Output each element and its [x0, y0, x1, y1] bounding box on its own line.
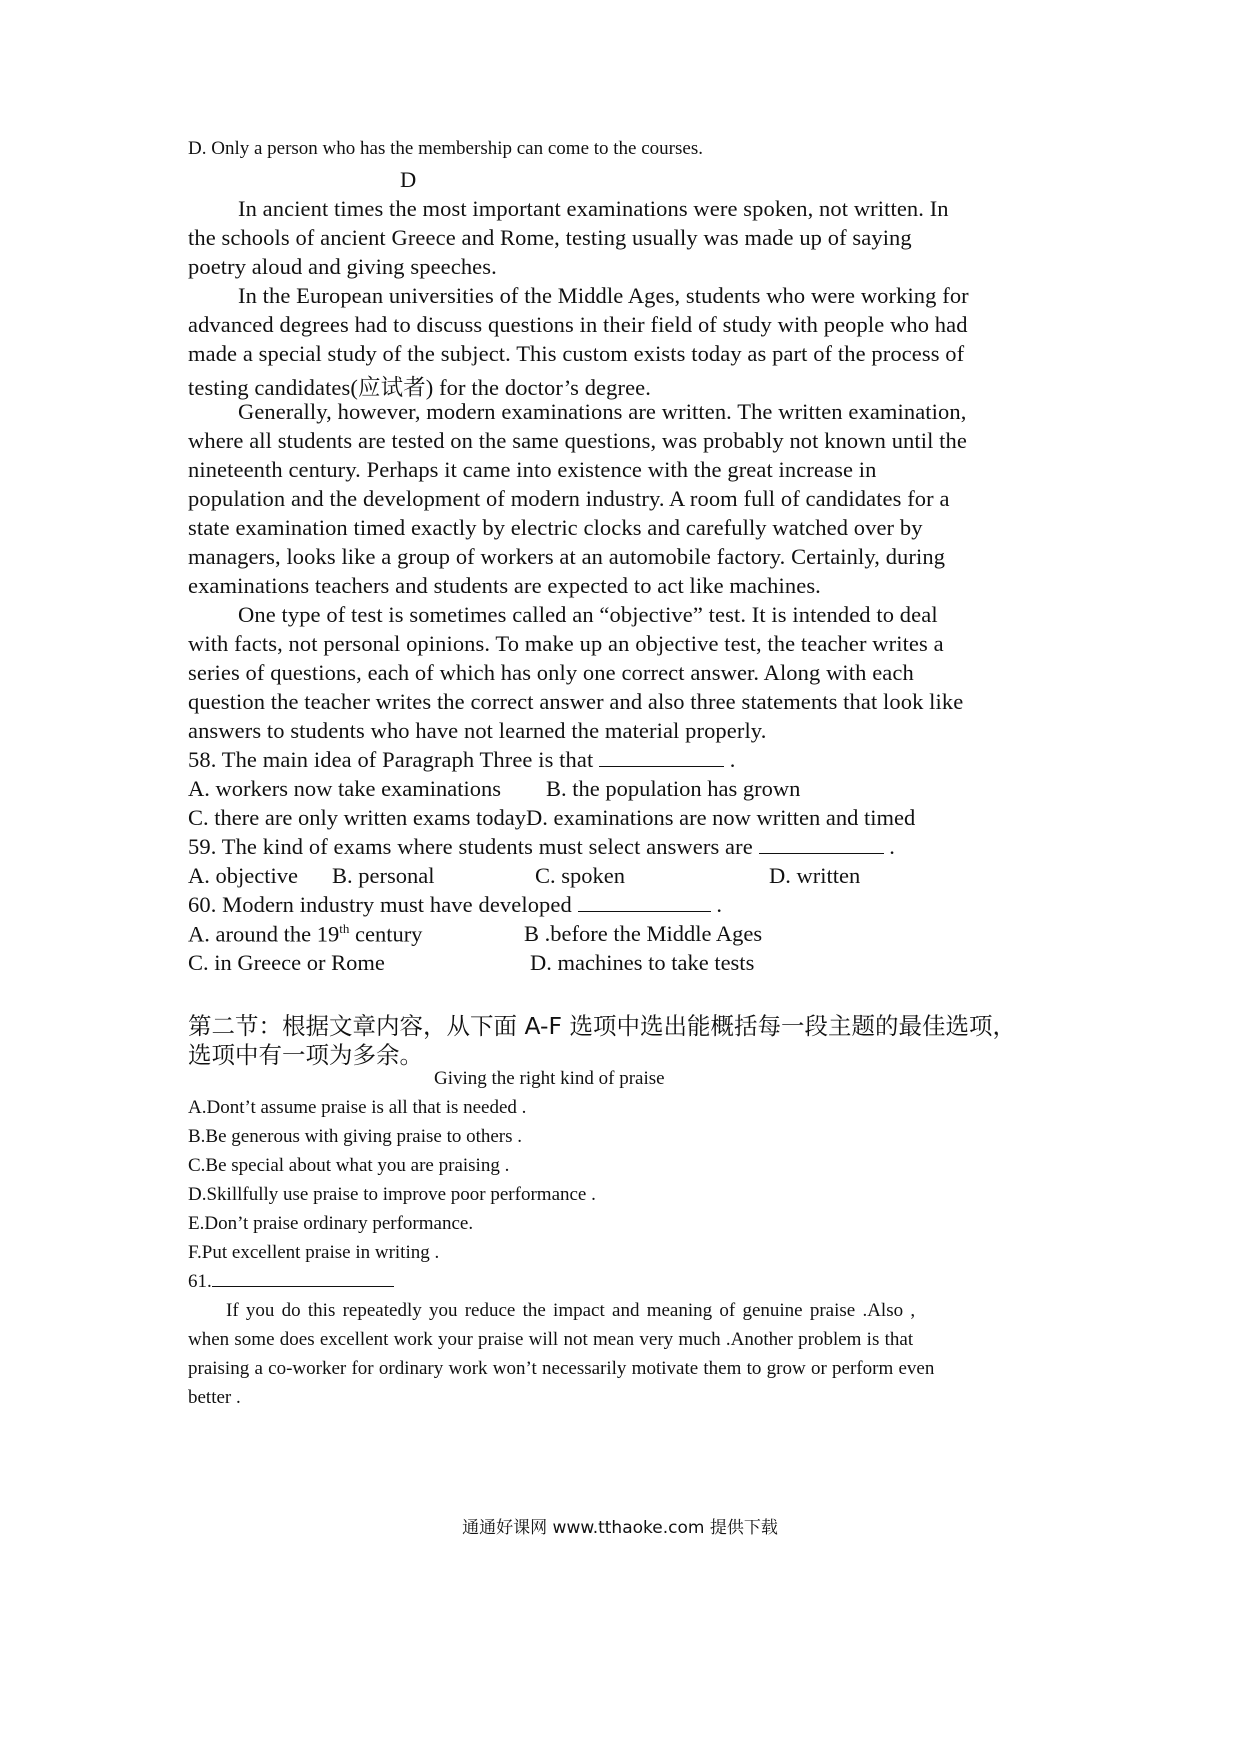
- passage-line: poetry aloud and giving speeches.: [188, 254, 497, 279]
- passage-line: where all students are tested on the same questions, was probably not known until the: [188, 428, 967, 453]
- passage-line: answers to students who have not learned the material properly.: [188, 718, 767, 743]
- q61-paragraph-line: praising a co-worker for ordinary work won’t necessarily motivate them to grow or perform even: [188, 1358, 935, 1379]
- q58-option-b[interactable]: B. the population has grown: [546, 776, 801, 801]
- praise-option-b: B.Be generous with giving praise to others .: [188, 1126, 523, 1147]
- praise-option-a: A.Dont’t assume praise is all that is needed .: [188, 1097, 527, 1118]
- q60-option-b[interactable]: B .before the Middle Ages: [524, 921, 763, 946]
- question-60-stem: 60. Modern industry must have developed: [188, 892, 572, 917]
- question-60-end: .: [716, 892, 723, 917]
- passage-line: examinations teachers and students are expected to act like machines.: [188, 573, 821, 598]
- praise-option-e: E.Don’t praise ordinary performance.: [188, 1213, 474, 1234]
- q59-option-d[interactable]: D. written: [769, 863, 861, 888]
- passage-line: nineteenth century. Perhaps it came into existence with the great increase in: [188, 457, 877, 482]
- previous-option-d: D. Only a person who has the membership can come to the courses.: [188, 138, 703, 159]
- passage-line: testing candidates(应试者) for the doctor’s degree.: [188, 375, 651, 400]
- question-58-stem: 58. The main idea of Paragraph Three is that: [188, 747, 594, 772]
- q59-option-a[interactable]: A. objective: [188, 863, 298, 888]
- q60-option-a-text-end: century: [349, 921, 423, 947]
- passage-line: state examination timed exactly by electric clocks and carefully watched over by: [188, 515, 923, 540]
- q58-option-d[interactable]: D. examinations are now written and timed: [526, 805, 916, 830]
- answer-blank[interactable]: [599, 765, 724, 767]
- question-59-stem: 59. The kind of exams where students must select answers are: [188, 834, 753, 859]
- q61-paragraph-line: If you do this repeatedly you reduce the impact and meaning of genuine praise .Also ,: [226, 1300, 916, 1321]
- passage-line: managers, looks like a group of workers at an automobile factory. Certainly, during: [188, 544, 946, 569]
- q61-paragraph-line: better .: [188, 1387, 241, 1408]
- passage-line: the schools of ancient Greece and Rome, testing usually was made up of saying: [188, 225, 912, 250]
- q61-paragraph-line: when some does excellent work your praise will not mean very much .Another problem is that: [188, 1329, 914, 1350]
- passage-line: series of questions, each of which has only one correct answer. Along with each: [188, 660, 914, 685]
- question-58-end: .: [729, 747, 736, 772]
- answer-blank[interactable]: [759, 852, 884, 854]
- q60-option-a-text: A. around the 19: [188, 921, 340, 947]
- passage-line: made a special study of the subject. This custom exists today as part of the process of: [188, 341, 965, 366]
- q59-option-b[interactable]: B. personal: [332, 863, 435, 888]
- passage-line: One type of test is sometimes called an “objective” test. It is intended to deal: [238, 602, 938, 627]
- question-58: [188, 747, 736, 773]
- q60-option-d[interactable]: D. machines to take tests: [530, 950, 755, 975]
- question-59-end: .: [889, 834, 896, 859]
- q60-option-a[interactable]: [188, 921, 422, 948]
- q60-option-c[interactable]: C. in Greece or Rome: [188, 950, 385, 975]
- q59-option-c[interactable]: C. spoken: [535, 863, 625, 888]
- answer-blank[interactable]: [212, 1285, 394, 1287]
- page-footer: 通通好课网 www.tthaoke.com 提供下载: [462, 1518, 778, 1538]
- passage-line: question the teacher writes the correct answer and also three statements that look like: [188, 689, 964, 714]
- passage-line: In the European universities of the Middle Ages, students who were working for: [238, 283, 969, 308]
- question-61-label: 61.: [188, 1271, 212, 1292]
- question-61: [188, 1271, 394, 1293]
- praise-option-c: C.Be special about what you are praising .: [188, 1155, 510, 1176]
- passage-line: population and the development of modern industry. A room full of candidates for a: [188, 486, 950, 511]
- question-60: [188, 892, 722, 918]
- praise-option-f: F.Put excellent praise in writing .: [188, 1242, 440, 1263]
- section-letter: D: [400, 167, 417, 192]
- passage-line: In ancient times the most important examinations were spoken, not written. In: [238, 196, 949, 221]
- q58-option-a[interactable]: A. workers now take examinations: [188, 776, 502, 801]
- q58-option-c[interactable]: C. there are only written exams today: [188, 805, 527, 830]
- passage-line: advanced degrees had to discuss questions in their field of study with people who had: [188, 312, 968, 337]
- section2-instruction-cont: 选项中有一项为多余。: [188, 1041, 423, 1069]
- passage-line: with facts, not personal opinions. To make up an objective test, the teacher writes a: [188, 631, 944, 656]
- question-59: [188, 834, 895, 860]
- section2-title: Giving the right kind of praise: [434, 1068, 665, 1089]
- praise-option-d: D.Skillfully use praise to improve poor performance .: [188, 1184, 596, 1205]
- section2-instruction: 第二节：根据文章内容，从下面 A-F 选项中选出能概括每一段主题的最佳选项，: [188, 1012, 1016, 1040]
- passage-line: Generally, however, modern examinations are written. The written examination,: [238, 399, 967, 424]
- answer-blank[interactable]: [578, 910, 711, 912]
- ordinal-suffix: th: [339, 921, 350, 936]
